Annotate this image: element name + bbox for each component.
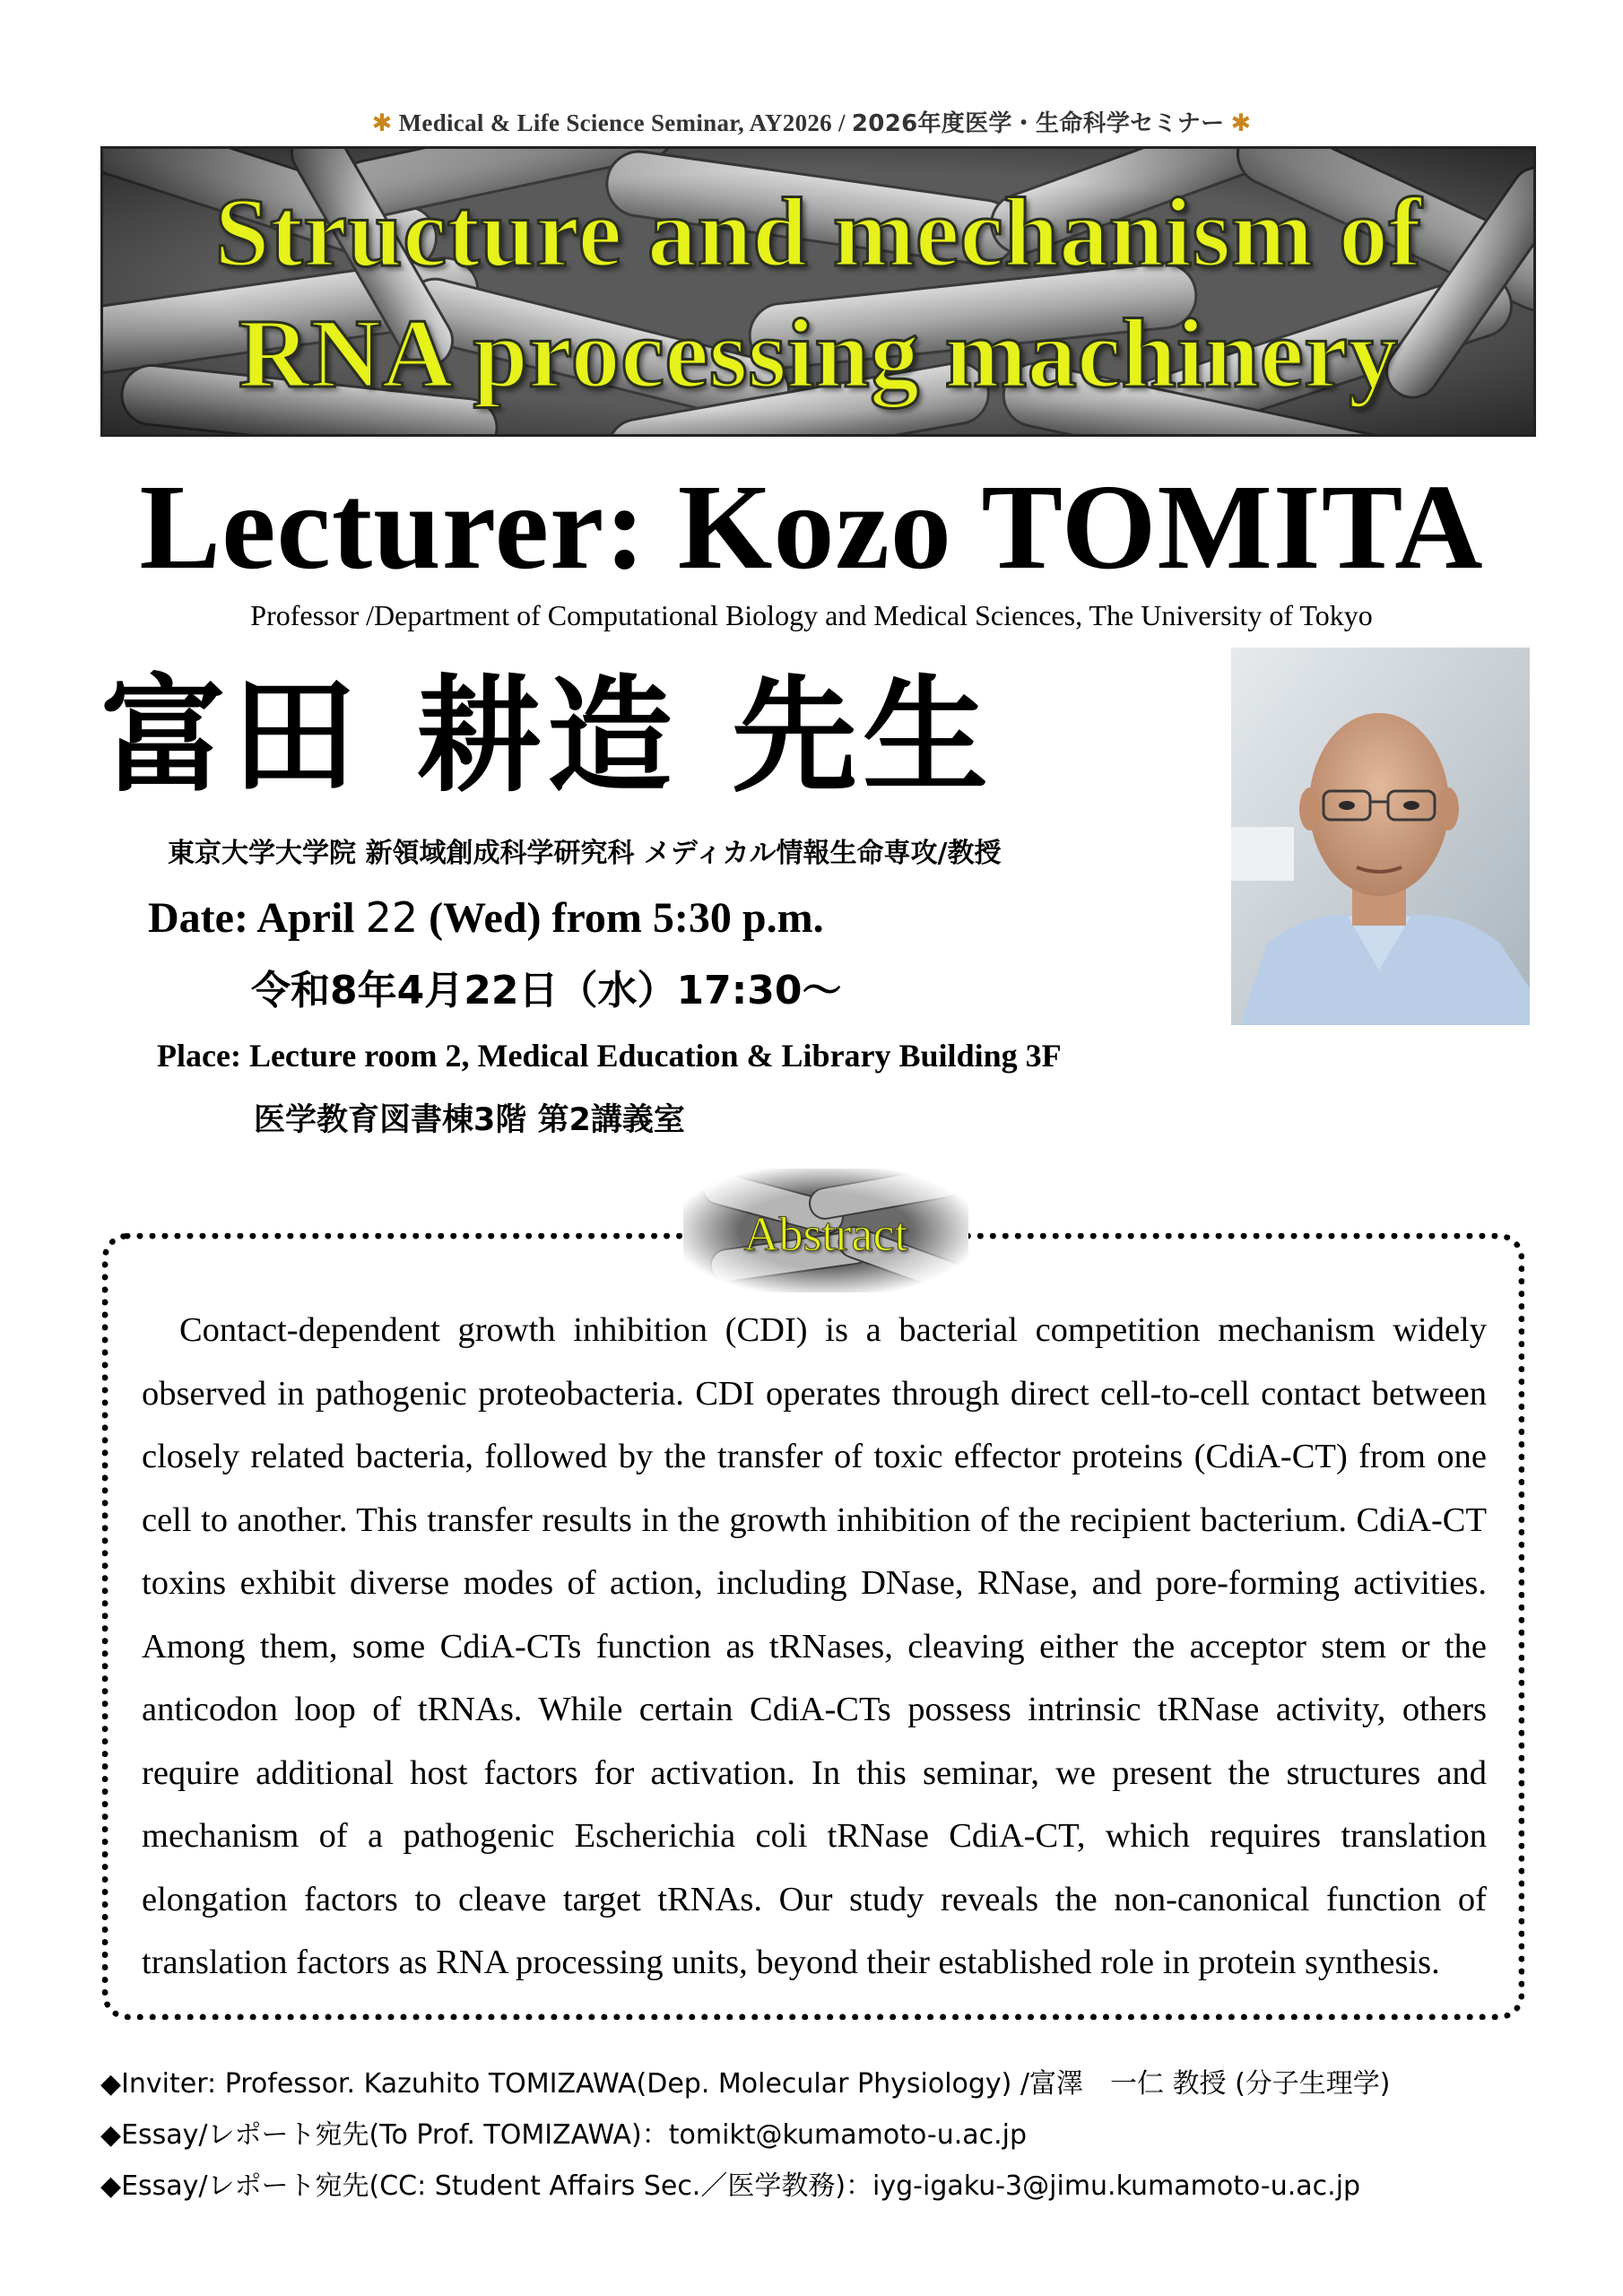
date-day: 22 xyxy=(365,893,419,942)
abstract-label: Abstract xyxy=(743,1207,908,1261)
lecturer-heading: Lecturer: Kozo TOMITA xyxy=(139,460,1484,595)
lecturer-portrait-photo xyxy=(1231,648,1530,1025)
series-title-en: Medical & Life Science Seminar, AY2026 / xyxy=(398,109,846,136)
name-honorific: 先生 xyxy=(732,664,994,810)
lecturer-name-jp xyxy=(100,664,1047,810)
abstract-badge xyxy=(683,1169,968,1292)
footer-inviter: ◆Inviter: Professor. Kazuhito TOMIZAWA(Dep. Molecular Physiology) /富澤 一仁 教授 (分子生理学) xyxy=(100,2068,1391,2100)
asterisk-icon: ✱ xyxy=(371,109,393,137)
place-jp: 医学教育図書棟3階 第2講義室 xyxy=(254,1102,685,1138)
title-line-2: RNA processing machinery xyxy=(238,299,1399,408)
date-suffix: (Wed) from 5:30 p.m. xyxy=(429,894,824,942)
title-banner xyxy=(100,146,1536,437)
date-jp: 令和8年4月22日（水）17:30～ xyxy=(251,968,842,1013)
asterisk-icon: ✱ xyxy=(1230,109,1252,137)
series-title-jp: 2026年度医学・生命科学セミナー xyxy=(851,110,1225,137)
name-given: 耕造 xyxy=(416,664,679,810)
lecturer-affiliation-en: Professor /Department of Computational Biology and Medical Sciences, The University of Tokyo xyxy=(250,599,1373,631)
seminar-series-header xyxy=(0,105,1623,138)
date-en xyxy=(148,893,824,943)
date-prefix: Date: April xyxy=(148,894,355,942)
abstract-body xyxy=(142,1299,1487,1995)
name-family: 富田 xyxy=(100,664,363,810)
place-en: Place: Lecture room 2, Medical Education & Library Building 3F xyxy=(157,1038,1062,1074)
footer-essay-cc: ◆Essay/レポート宛先(CC: Student Affairs Sec.／医学教務)：iyg-igaku-3@jimu.kumamoto-u.ac.jp xyxy=(100,2170,1361,2202)
footer-essay-to: ◆Essay/レポート宛先(To Prof. TOMIZAWA)：tomikt@kumamoto-u.ac.jp xyxy=(100,2119,1028,2151)
abstract-paragraph: Contact-dependent growth inhibition (CDI) is a bacterial competition mechanism widely observed in pathogenic proteobacteria. CDI operates through direct cell-to-cell contact between closely related bacteria, followed by the transfer of toxic effector proteins (CdiA-CT) from one cell to another. This transfer results in the growth inhibition of the recipient bacterium. CdiA-CT toxins exhibit diverse modes of action, including DNase, RNase, and pore-forming activities. Among them, some CdiA-CTs function as tRNases, cleaving either the acceptor stem or the anticodon loop of tRNAs. While certain CdiA-CTs possess intrinsic tRNase activity, others require additional host factors for activation. In this seminar, we present the structures and mechanism of a pathogenic Escherichia coli tRNase CdiA-CT, which requires translation elongation factors to cleave target tRNAs. Our study reveals the non-canonical function of translation factors as RNA processing units, beyond their established role in protein synthesis. xyxy=(142,1311,1487,1981)
portrait-image xyxy=(1231,648,1530,1025)
title-line-1: Structure and mechanism of xyxy=(214,178,1422,287)
lecturer-affiliation-jp: 東京大学大学院 新領域創成科学研究科 メディカル情報生命専攻/教授 xyxy=(168,838,1002,869)
